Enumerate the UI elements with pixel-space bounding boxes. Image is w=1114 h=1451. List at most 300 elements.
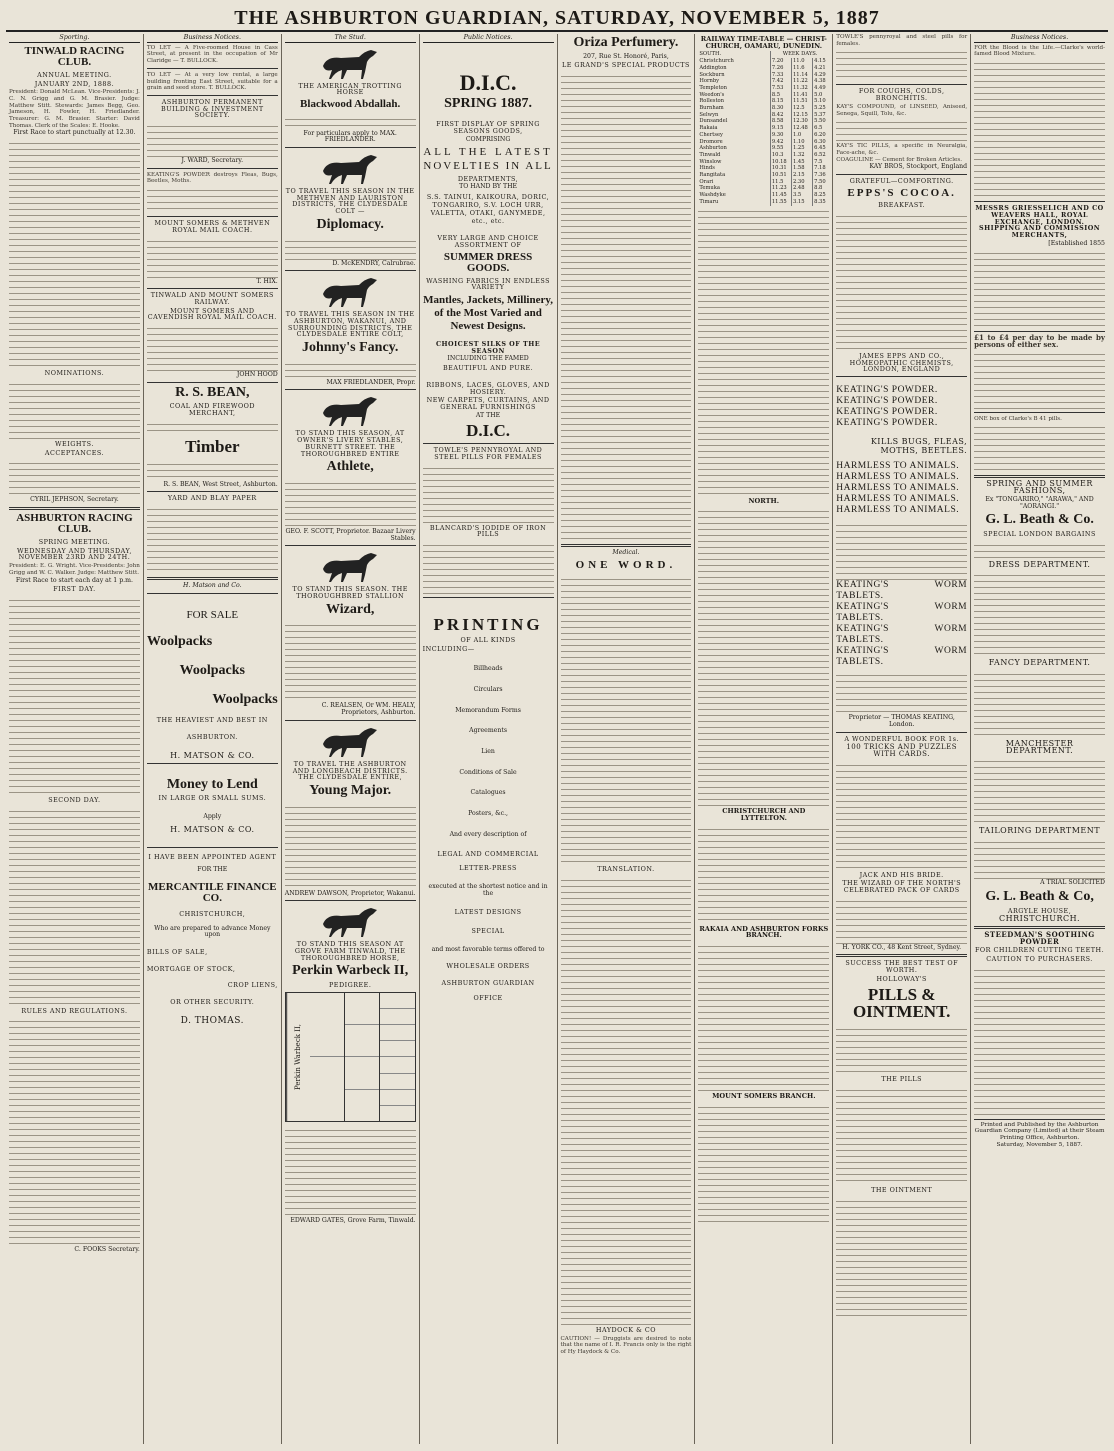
divider — [836, 84, 967, 85]
table-row — [698, 92, 829, 99]
epps-filler — [836, 211, 967, 351]
horse-illustration — [315, 393, 385, 427]
horse-name: Johnny's Fancy. — [301, 340, 399, 356]
pills-subheading: THE PILLS — [881, 1075, 923, 1084]
stud-signature: GEO. F. SCOTT, Proprietor. Bazaar Livery Stables. — [285, 527, 416, 542]
divider — [974, 926, 1105, 929]
time-cell: 8.35 — [813, 199, 830, 206]
timetable-subtitle: RAKAIA AND ASHBURTON FORKS BRANCH. — [699, 924, 829, 940]
race-list-filler — [9, 138, 140, 368]
printing-item: Lien — [481, 748, 495, 756]
keating-notice: KEATING'S POWDER destroys Fleas, Bugs, Beetles, Moths. — [146, 171, 278, 185]
divider — [285, 270, 416, 271]
pedigree-column — [345, 993, 380, 1121]
at-the-line: AT THE — [475, 411, 501, 419]
stud-filler — [285, 620, 416, 702]
horse-illustration — [315, 549, 385, 583]
blood-filler — [974, 58, 1105, 198]
jack-heading: JACK AND HIS BRIDE. — [859, 870, 944, 879]
table-header: WEEK DAYS. — [770, 51, 829, 58]
table-row — [698, 132, 829, 139]
table-row — [698, 125, 829, 132]
printing-item: Agreements — [469, 727, 507, 735]
station-cell: Timaru — [699, 198, 719, 205]
harmless-line: HARMLESS TO ANIMALS. — [836, 461, 960, 472]
heaviest-line: THE HEAVIEST AND BEST IN — [156, 716, 268, 725]
time-cell: 4.21 — [813, 65, 830, 72]
ships-line: Ex "TONGARIRO," "ARAWA," AND "AORANGI." — [985, 495, 1094, 510]
wholesale-line: WHOLESALE ORDERS — [446, 962, 530, 971]
table-row — [698, 139, 829, 146]
time-cell: 11.32 — [791, 85, 812, 92]
beath-heading: G. L. Beath & Co. — [985, 512, 1094, 528]
ashburton-line: ASHBURTON. — [186, 733, 238, 742]
printing-item: Billheads — [473, 665, 503, 673]
table-row — [698, 152, 829, 159]
kills-line: KILLS BUGS, FLEAS, MOTHS, BEETLES. — [870, 437, 968, 456]
established-line: [Established 1855 — [1048, 239, 1105, 247]
to-hand-line: TO HAND BY THE — [459, 183, 518, 191]
special-line: SPECIAL — [471, 927, 505, 936]
column-remedies — [833, 34, 971, 1444]
printing-heading: PRINTING — [433, 614, 543, 634]
one-word-filler — [561, 574, 692, 864]
column-stud — [282, 34, 420, 1444]
kays-notice: KAY'S COMPOUND, of LINSEED, Aniseed, Senega, Squill, Tolu, &c. — [836, 103, 968, 117]
harmless-line: HARMLESS TO ANIMALS. — [836, 483, 960, 494]
epps-heading: EPPS'S COCOA. — [847, 186, 956, 199]
station-cell: Dromore — [699, 138, 723, 145]
station-cell: Rangitata — [699, 172, 726, 179]
rules-filler — [9, 1016, 140, 1246]
one-word-heading: ONE WORD. — [575, 558, 677, 571]
time-cell: 8.30 — [770, 105, 791, 112]
caution-text: CAUTION! — Druggists are desired to note that the name of I. R. Francis only is the right of Hy Haydock & Co. — [560, 1335, 692, 1356]
table-row — [698, 65, 829, 72]
time-cell: 7.36 — [813, 172, 830, 179]
divider — [836, 376, 967, 377]
towle-filler — [836, 47, 967, 81]
club-subtitle: SPRING MEETING. — [38, 538, 111, 547]
keating-filler — [836, 520, 967, 580]
horse-illustration — [315, 46, 385, 80]
coach-filler — [147, 236, 278, 278]
imprint — [974, 1119, 1105, 1149]
time-cell: 3.5 — [791, 192, 812, 199]
timetable-subtitle: NORTH. — [748, 496, 780, 505]
column-business-notices — [144, 34, 282, 1444]
divider — [974, 475, 1105, 478]
divider — [836, 174, 967, 175]
time-cell: 5.50 — [813, 118, 830, 125]
stud-intro: TO TRAVEL THE ASHBURTON AND LONGBEACH DISTRICTS. THE CLYDESDALE ENTIRE, — [292, 759, 408, 782]
start-note: First Race to start each day at 1 p.m. — [15, 576, 133, 584]
divider — [561, 544, 692, 547]
column-oriza-medical — [558, 34, 696, 1444]
dress-filler — [974, 570, 1105, 658]
timetable-filler — [698, 824, 829, 924]
mantles-heading: Mantles, Jackets, Millinery, of the Most Varied and Newest Designs. — [423, 294, 553, 332]
printing-item: Posters, &c., — [468, 810, 509, 818]
time-cell: 8.58 — [770, 118, 791, 125]
timetable-title: RAILWAY TIME-TABLE — CHRIST-CHURCH, OAMARU, DUNEDIN. — [700, 35, 827, 50]
time-cell: 11.23 — [770, 185, 791, 192]
time-cell: 7.53 — [770, 85, 791, 92]
divider — [147, 216, 278, 217]
holloways-line: HOLLOWAY'S — [876, 974, 927, 983]
divider — [147, 168, 278, 169]
table-row — [698, 118, 829, 125]
time-cell: 8.15 — [770, 98, 791, 105]
trial-line: A TRIAL SOLICITED — [1040, 879, 1105, 887]
table-row — [698, 159, 829, 166]
society-filler — [147, 121, 278, 157]
horse-illustration — [315, 724, 385, 758]
manchester-filler — [974, 756, 1105, 826]
time-cell: 1.45 — [791, 159, 812, 166]
stud-filler — [285, 802, 416, 890]
timetable-south — [698, 51, 829, 205]
time-cell: 9.15 — [770, 125, 791, 132]
stud-intro: TO TRAVEL THIS SEASON IN THE METHVEN AND LAURISTON DISTRICTS, THE CLYDESDALE COLT — — [285, 187, 415, 216]
time-cell: 7.18 — [813, 165, 830, 172]
matson-name: H. MATSON & CO. — [170, 824, 255, 834]
time-cell: 6.5 — [813, 125, 830, 132]
time-cell: 12.30 — [791, 118, 812, 125]
station-cell: Burnham — [699, 105, 724, 112]
to-let-notice: TO LET — A Five-roomed House in Cass Street, at present in the occupation of Mr Claridge — T. BULLOCK. — [146, 44, 278, 65]
tailoring-dept-heading: TAILORING DEPARTMENT — [979, 826, 1101, 836]
time-cell: 3.15 — [791, 199, 812, 206]
keating-powder-block — [836, 385, 967, 429]
timetable-filler — [698, 506, 829, 806]
tic-notice: KAY'S TIC PILLS, a specific in Neuralgia, Face-ache, &c. — [836, 143, 968, 156]
time-cell: 10.18 — [770, 159, 791, 166]
first-day-heading: FIRST DAY. — [53, 585, 96, 594]
divider — [285, 147, 416, 148]
divider — [147, 95, 278, 96]
stud-filler — [285, 114, 416, 130]
time-cell: 1.32 — [791, 152, 812, 159]
time-cell: 7.20 — [770, 58, 791, 65]
table-row — [698, 112, 829, 119]
club-title: TINWALD RACING CLUB. — [24, 44, 125, 69]
printing-item: Memorandum Forms — [455, 706, 521, 714]
stud-signature: MAX FRIEDLANDER, Propr. — [326, 378, 416, 386]
table-row — [698, 58, 829, 65]
agent-line: I HAVE BEEN APPOINTED AGENT — [148, 853, 277, 862]
time-cell: 5.0 — [813, 92, 830, 99]
mail-coach-signature: JOHN HOOD — [236, 371, 278, 379]
woolpacks-line: Woolpacks — [212, 691, 278, 707]
time-cell: 2.30 — [791, 179, 812, 186]
grateful-line: GRATEFUL—COMFORTING. — [849, 177, 954, 186]
imprint-date: Saturday, November 5, 1887. — [996, 1141, 1083, 1148]
pedigree-table — [285, 992, 416, 1122]
meeting-date: JANUARY 2ND, 1888. — [34, 79, 115, 88]
steedman-filler — [974, 965, 1105, 1115]
time-cell: 11.5 — [770, 179, 791, 186]
woolpacks-line: Woolpacks — [179, 663, 245, 679]
worm-filler — [836, 670, 967, 714]
time-cell: 11.0 — [791, 58, 812, 65]
dic-heading: D.I.C. — [466, 421, 511, 441]
masthead: THE ASHBURTON GUARDIAN, SATURDAY, NOVEMBER 5, 1887 — [6, 6, 1108, 32]
station-cell: Templeton — [699, 84, 728, 91]
imprint-text: Printed and Published by the Ashburton Guardian Company (Limited) at their Steam Printing Office, Ashburton. — [974, 1121, 1105, 1142]
printing-item: Catalogues — [470, 789, 506, 797]
printing-item: Conditions of Sale — [459, 768, 517, 776]
time-cell: 9.30 — [770, 132, 791, 139]
station-cell: Chertsey — [699, 131, 723, 138]
station-cell: Rakaia — [699, 125, 718, 132]
time-cell: 9.55 — [770, 145, 791, 152]
time-cell: 6.30 — [813, 139, 830, 146]
coaguline-notice: COAGULINE — Cement for Broken Articles. — [836, 156, 962, 163]
column-heading: The Stud. — [285, 34, 416, 43]
time-cell: 11.22 — [791, 78, 812, 85]
table-row — [698, 98, 829, 105]
oriza-filler — [561, 71, 692, 541]
table-row — [698, 78, 829, 85]
matson-name: H. MATSON & CO. — [170, 750, 255, 760]
pedigree-column — [310, 993, 345, 1121]
column-public-notices — [420, 34, 558, 1444]
timetable-filler — [698, 941, 829, 1091]
latest-line: ALL THE LATEST — [423, 145, 553, 158]
oriza-subheading: LE GRAND'S SPECIAL PRODUCTS — [561, 61, 690, 70]
griessel-heading: MESSRS GRIESSELICH AND CO WEAVERS HALL, ROYAL EXCHANGE, LONDON. SHIPPING AND COMMISSION MERCHANTS, — [975, 204, 1104, 239]
acceptances-heading: ACCEPTANCES. — [44, 448, 105, 457]
table-row — [698, 192, 829, 199]
mortgage-line: MORTGAGE OF STOCK, — [146, 964, 236, 973]
ribbons-line: RIBBONS, LACES, GLOVES, AND HOSIERY. — [426, 380, 550, 396]
legal-line: LEGAL AND COMMERCIAL — [437, 849, 539, 858]
time-cell: 1.10 — [791, 139, 812, 146]
keating-filler — [147, 185, 278, 213]
time-cell: 7.33 — [770, 72, 791, 79]
table-header-row — [698, 51, 829, 58]
time-cell: 11.41 — [791, 92, 812, 99]
timetable-filler — [698, 1102, 829, 1222]
security-line: OR OTHER SECURITY. — [170, 998, 255, 1007]
beautiful-line: BEAUTIFUL AND PURE. — [442, 364, 534, 373]
column-sporting — [6, 34, 144, 1444]
first-day-filler — [9, 595, 140, 795]
divider — [9, 507, 140, 510]
column-heading: Public Notices. — [423, 34, 554, 43]
stud-filler — [285, 359, 416, 379]
station-cell: Christchurch — [699, 58, 734, 65]
epps-signature: JAMES EPPS AND CO., HOMEOPATHIC CHEMISTS, LONDON, ENGLAND — [849, 351, 954, 374]
paper-heading: YARD AND BLAY PAPER — [167, 494, 257, 503]
divider — [147, 847, 278, 848]
stud-intro: TO TRAVEL THIS SEASON IN THE ASHBURTON, WAKANUI, AND SURROUNDING DISTRICTS, THE CLYDESDALE ENTIRE COLT, — [285, 310, 415, 339]
nominations-heading: NOMINATIONS. — [44, 369, 105, 378]
time-cell: 5.10 — [813, 98, 830, 105]
washing-line: WASHING FABRICS IN ENDLESS VARIETY — [426, 276, 551, 292]
timetable-subtitle: MOUNT SOMERS BRANCH. — [712, 1092, 816, 1101]
table-row — [698, 172, 829, 179]
summer-heading: SUMMER DRESS GOODS. — [443, 250, 533, 275]
time-cell: 2.48 — [791, 185, 812, 192]
keating-line: KEATING'S POWDER. — [836, 418, 938, 429]
keating-line: KEATING'S POWDER. — [836, 396, 938, 407]
secretary-signature: C. FOOKS Secretary. — [74, 1246, 140, 1254]
kay-signature: KAY BROS, Stockport, England — [869, 163, 968, 171]
pills-heading: PILLS & OINTMENT. — [852, 984, 951, 1022]
time-cell: 4.15 — [813, 58, 830, 65]
executed-line: executed at the shortest notice and in the — [428, 882, 548, 897]
one-box-notice: ONE box of Clarke's B 41 pills. — [974, 415, 1062, 422]
time-cell: 1.25 — [791, 145, 812, 152]
horse-name: Perkin Warbeck II, — [292, 963, 409, 979]
stud-apply: For particulars apply to MAX. FRIEDLANDER. — [303, 129, 397, 144]
famed-line: INCLUDING THE FAMED — [447, 355, 529, 363]
table-row — [698, 85, 829, 92]
time-cell: 8.25 — [813, 192, 830, 199]
bills-line: BILLS OF SALE, — [146, 947, 208, 956]
sums-line: IN LARGE OR SMALL SUMS. — [158, 794, 267, 803]
table-row — [698, 105, 829, 112]
second-day-filler — [9, 806, 140, 1006]
divider — [147, 288, 278, 289]
letterpress-line: LETTER-PRESS — [459, 864, 517, 873]
secretary-signature: CYRIL JEPHSON, Secretary. — [30, 496, 119, 504]
station-cell: Hornby — [699, 78, 720, 85]
including-line: INCLUDING— — [422, 644, 475, 653]
meeting-date: WEDNESDAY AND THURSDAY, NOVEMBER 23RD AND 24TH. — [16, 546, 132, 562]
bean-signature: R. S. BEAN, West Street, Ashburton. — [163, 480, 278, 488]
worm-line: KEATING'S WORM TABLETS. — [836, 602, 968, 624]
horse-name: Diplomacy. — [316, 216, 384, 232]
all-kinds-line: OF ALL KINDS — [460, 635, 516, 644]
tailoring-filler — [974, 837, 1105, 879]
coughs-heading: FOR COUGHS, COLDS, BRONCHITIS. — [858, 87, 945, 103]
coach-signature: T. HIX. — [256, 277, 278, 285]
blancard-heading: BLANCARD'S IODIDE OF IRON PILLS — [429, 523, 547, 539]
printing-item: Circulars — [473, 685, 503, 693]
timetable-body — [698, 58, 829, 205]
columns — [6, 34, 1108, 1444]
station-cell: Ashburton — [699, 145, 727, 152]
apply-line: Apply — [203, 812, 222, 820]
oriza-heading: Oriza Perfumery. — [573, 35, 679, 50]
griessel-filler — [974, 248, 1105, 328]
towle-heading: TOWLE'S PENNYROYAL AND STEEL PILLS FOR FEMALES — [433, 446, 543, 461]
for-sale-heading: FOR SALE — [186, 608, 239, 621]
divider — [974, 201, 1105, 202]
matson-heading: H. Matson and Co. — [183, 582, 242, 590]
officers-text: President: E. G. Wright. Vice-Presidents: John Grigg and W. C. Walker. Judge: Matthew Stitt. — [9, 563, 140, 576]
paper-filler — [147, 504, 278, 574]
time-cell: 5.25 — [813, 105, 830, 112]
ointment-subheading: THE OINTMENT — [871, 1185, 933, 1194]
time-cell: 2.15 — [791, 172, 812, 179]
table-row — [698, 72, 829, 79]
stud-filler — [285, 236, 416, 260]
latest-designs-line: LATEST DESIGNS — [454, 908, 522, 917]
column-railway — [695, 34, 833, 1444]
translation-filler — [561, 875, 692, 1325]
keating-line: KEATING'S POWDER. — [836, 385, 938, 396]
divider — [836, 954, 967, 957]
time-cell: 11.6 — [791, 65, 812, 72]
worm-tablets-block — [836, 580, 967, 668]
table-row — [698, 179, 829, 186]
to-let-notice: TO LET — At a very low rental, a large building fronting East Street, suitable for a grain and seed store. T. BULLOCK. — [146, 71, 278, 92]
time-cell: 7.5 — [813, 159, 830, 166]
dic-heading: D.I.C. — [459, 69, 517, 95]
time-cell: 10.31 — [770, 165, 791, 172]
nominations-filler — [9, 379, 140, 439]
start-note: First Race to start punctually at 12.30. — [13, 129, 136, 137]
time-cell: 6.20 — [813, 132, 830, 139]
divider — [974, 331, 1105, 332]
bargains-filler — [974, 540, 1105, 560]
divider — [147, 593, 278, 594]
dress-dept-heading: DRESS DEPARTMENT. — [988, 559, 1091, 569]
divider — [285, 389, 416, 390]
spring-heading: SPRING 1887. — [444, 95, 533, 111]
crop-line: CROP LIENS, — [227, 981, 278, 990]
column-heading: Business Notices. — [974, 34, 1105, 43]
divider — [147, 577, 278, 580]
worm-line: KEATING'S WORM TABLETS. — [836, 646, 968, 668]
ships-line: S.S. TAINUI, KAIKOURA, DORIC, TONGARIRO, S.V. LOCH URR, VALETTA, OTAKI, GANYMEDE, etc., etc. — [426, 193, 550, 226]
blood-notice: FOR the Blood is the Life.—Clarke's world-famed Blood Mixture. — [974, 44, 1105, 58]
horse-name: Young Major. — [309, 782, 392, 798]
time-cell: 12.15 — [791, 112, 812, 119]
worm-line: KEATING'S WORM TABLETS. — [836, 580, 968, 602]
money-heading: Money to Lend — [166, 776, 258, 792]
station-cell: Winslow — [699, 158, 722, 165]
thomas-signature: D. THOMAS. — [180, 1015, 244, 1026]
divider — [147, 68, 278, 69]
time-cell: 12.5 — [791, 105, 812, 112]
divider — [147, 382, 278, 383]
divider — [423, 597, 554, 598]
horse-name: Wizard, — [326, 601, 375, 617]
time-cell: 9.42 — [770, 139, 791, 146]
pounds-filler — [974, 349, 1105, 409]
time-cell: 7.50 — [813, 179, 830, 186]
time-cell: 4.29 — [813, 72, 830, 79]
steedman-heading: STEEDMAN'S SOOTHING POWDER — [984, 929, 1095, 946]
table-row — [698, 185, 829, 192]
coach-heading: MOUNT SOMERS & METHVEN ROYAL MAIL COACH. — [154, 219, 271, 234]
pedigree-horse-name: Perkin Warbeck II, — [286, 993, 310, 1121]
pounds-notice: £1 to £4 per day to be made by persons of either sex. — [974, 333, 1105, 350]
worm-line: KEATING'S WORM TABLETS. — [836, 624, 968, 646]
blancard-filler — [423, 540, 554, 594]
time-cell: 4.49 — [813, 85, 830, 92]
station-cell: Sockburn — [699, 71, 725, 78]
divider — [147, 763, 278, 764]
station-cell: Washdyke — [699, 192, 726, 199]
bargains-line: SPECIAL LONDON BARGAINS — [983, 529, 1096, 538]
divider — [147, 491, 278, 492]
comprising-line: COMPRISING — [465, 135, 511, 143]
stud-filler — [285, 1125, 416, 1217]
christchurch-line: CHRISTCHURCH, — [179, 909, 246, 918]
horse-illustration — [315, 151, 385, 185]
stud-intro: TO STAND THIS SEASON AT GROVE FARM TINWALD, THE THOROUGHBRED HORSE, — [294, 940, 406, 962]
time-cell: 11.14 — [791, 72, 812, 79]
fashions-heading: SPRING AND SUMMER FASHIONS, — [986, 479, 1093, 496]
fancy-filler — [974, 669, 1105, 739]
time-cell: 6.45 — [813, 145, 830, 152]
